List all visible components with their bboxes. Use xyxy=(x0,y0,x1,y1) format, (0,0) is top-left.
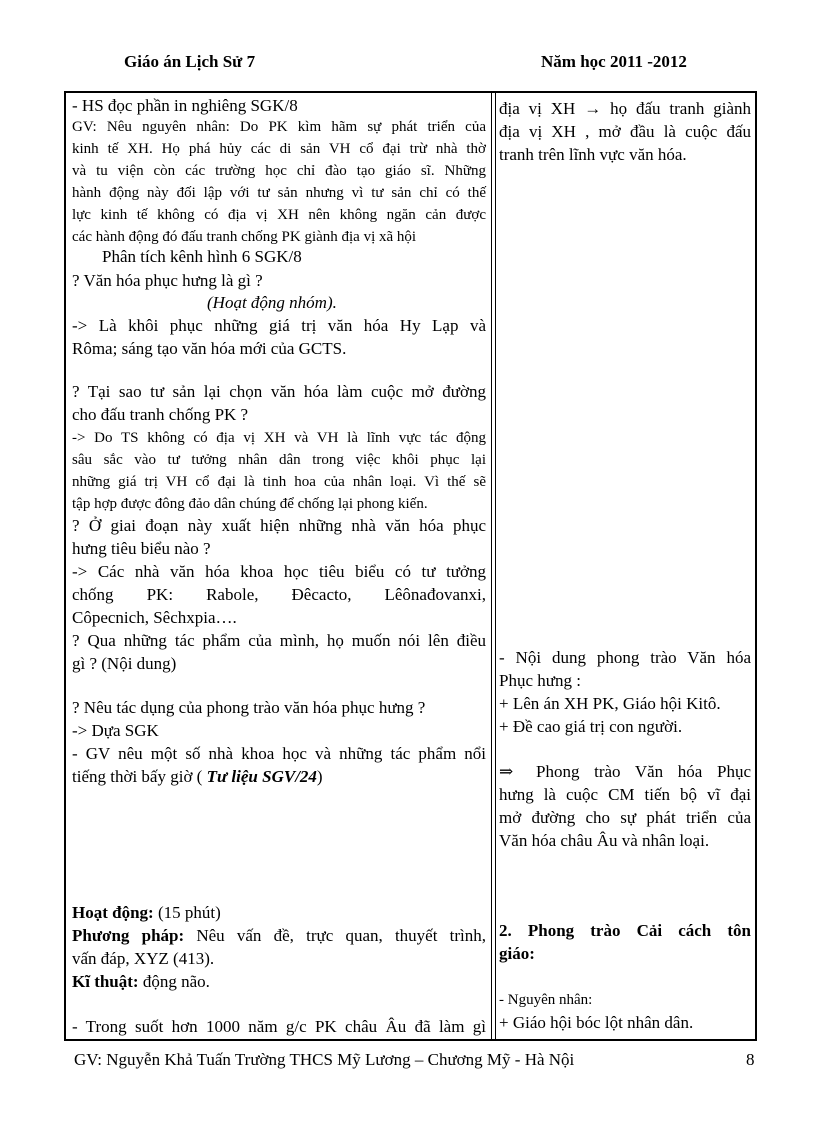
conclusion-line: hưng là cuộc CM tiến bộ vĩ đại xyxy=(499,785,751,804)
question: ? Ở giai đoạn này xuất hiện những nhà văn hóa phục xyxy=(72,516,486,535)
question: ? Tại sao tư sản lại chọn văn hóa làm cuộc mở đường xyxy=(72,382,486,401)
question: ? Qua những tác phẩm của mình, họ muốn nói lên điều xyxy=(72,631,486,650)
text-line: - HS đọc phần in nghiêng SGK/8 xyxy=(72,96,298,115)
label: Kĩ thuật: xyxy=(72,972,139,991)
reference-highlight: Tư liệu SGV/24 xyxy=(206,767,317,786)
column-divider xyxy=(491,91,496,1041)
value: Nêu vấn đề, trực quan, thuyết trình, xyxy=(196,926,487,945)
answer: -> Dựa SGK xyxy=(72,721,159,740)
method-line xyxy=(72,925,486,947)
value: (15 phút) xyxy=(157,903,221,922)
content-heading: - Nội dung phong trào Văn hóa xyxy=(499,648,751,667)
text-line: và tu viện còn các trường học chỉ đào tạo giáo sĩ. Những xyxy=(72,163,486,179)
answer: chống PK: Rabole, Đêcacto, Lêônađovanxi, xyxy=(72,585,486,604)
text-line: địa vị XH , mở đầu là cuộc đấu xyxy=(499,122,751,141)
question: ? Văn hóa phục hưng là gì ? xyxy=(72,271,263,290)
header-school-year: Năm học 2011 -2012 xyxy=(541,52,687,71)
text-line: - Trong suốt hơn 1000 năm g/c PK châu Âu đã làm gì xyxy=(72,1017,486,1036)
text-line: hành động này đối lập với tư sản nhưng vì tư sản chỉ có thế xyxy=(72,185,486,201)
question: gì ? (Nội dung) xyxy=(72,654,177,673)
text-line: địa vị XH → họ đấu tranh giành xyxy=(499,99,751,118)
text-part: tiếng thời bấy giờ ( xyxy=(72,767,203,786)
conclusion-line xyxy=(499,761,751,783)
answer: Rôma; sáng tạo văn hóa mới của GCTS. xyxy=(72,339,347,358)
question: cho đấu tranh chống PK ? xyxy=(72,405,249,424)
conclusion-line: mở đường cho sự phát triển của xyxy=(499,808,751,827)
footer-teacher: GV: Nguyễn Khả Tuấn Trường THCS Mỹ Lương – Chương Mỹ - Hà Nội xyxy=(74,1050,575,1069)
content-heading: Phục hưng : xyxy=(499,671,581,690)
section-heading: 2. Phong trào Cải cách tôn xyxy=(499,921,751,940)
page-number: 8 xyxy=(746,1050,755,1069)
answer: -> Các nhà văn hóa khoa học tiêu biểu có tư tưởng xyxy=(72,562,486,581)
text-line xyxy=(72,766,323,788)
value: Phong trào Văn hóa Phục xyxy=(536,762,751,781)
text-line: lực kinh tế không có địa vị XH nên không ngăn cản được xyxy=(72,207,486,223)
question: hưng tiêu biểu nào ? xyxy=(72,539,211,558)
answer: những giá trị VH cổ đại là tinh hoa của nhân loại. Vì thế sẽ xyxy=(72,474,486,490)
answer: -> Do TS không có địa vị XH và VH là lĩnh vực tác động xyxy=(72,430,486,446)
section-heading: giáo: xyxy=(499,944,535,963)
question: ? Nêu tác dụng của phong trào văn hóa phục hưng ? xyxy=(72,698,426,717)
label: Phương pháp: xyxy=(72,926,185,945)
method-line: vấn đáp, XYZ (413). xyxy=(72,949,215,968)
header-title: Giáo án Lịch Sử 7 xyxy=(124,52,256,71)
bullet-point: + Đề cao giá trị con người. xyxy=(499,717,683,736)
activity-note: (Hoạt động nhóm). xyxy=(207,293,337,312)
answer: sâu sắc vào tư tưởng nhân dân trong việc khôi phục lại xyxy=(72,452,486,468)
text-part: ) xyxy=(316,767,323,786)
text-line: Phân tích kênh hình 6 SGK/8 xyxy=(102,247,302,266)
activity-time xyxy=(72,902,221,924)
value: động não. xyxy=(142,972,210,991)
text-line: - GV nêu một số nhà khoa học và những tác phẩm nổi xyxy=(72,744,486,763)
text-line: các hành động đó đấu tranh chống PK giành địa vị xã hội xyxy=(72,229,417,245)
text-line: kinh tế XH. Họ phá hủy các di sản VH cổ đại trừ nhà thờ xyxy=(72,141,486,157)
text-line: tranh trên lĩnh vực văn hóa. xyxy=(499,145,687,164)
bullet-point: + Giáo hội bóc lột nhân dân. xyxy=(499,1013,694,1032)
conclusion-line: Văn hóa châu Âu và nhân loại. xyxy=(499,831,710,850)
bullet-point: + Lên án XH PK, Giáo hội Kitô. xyxy=(499,694,721,713)
answer: tập hợp được đông đảo dân chúng để chống lại phong kiến. xyxy=(72,496,428,512)
answer: Côpecnich, Sêchxpia…. xyxy=(72,608,237,627)
label: Hoạt động: xyxy=(72,903,154,922)
text-line: GV: Nêu nguyên nhân: Do PK kìm hãm sự phát triển của xyxy=(72,119,486,135)
text-line: - Nguyên nhân: xyxy=(499,992,593,1008)
implies-arrow-icon: ⇒ xyxy=(499,762,514,781)
answer: -> Là khôi phục những giá trị văn hóa Hy Lạp và xyxy=(72,316,486,335)
technique-line xyxy=(72,971,210,993)
